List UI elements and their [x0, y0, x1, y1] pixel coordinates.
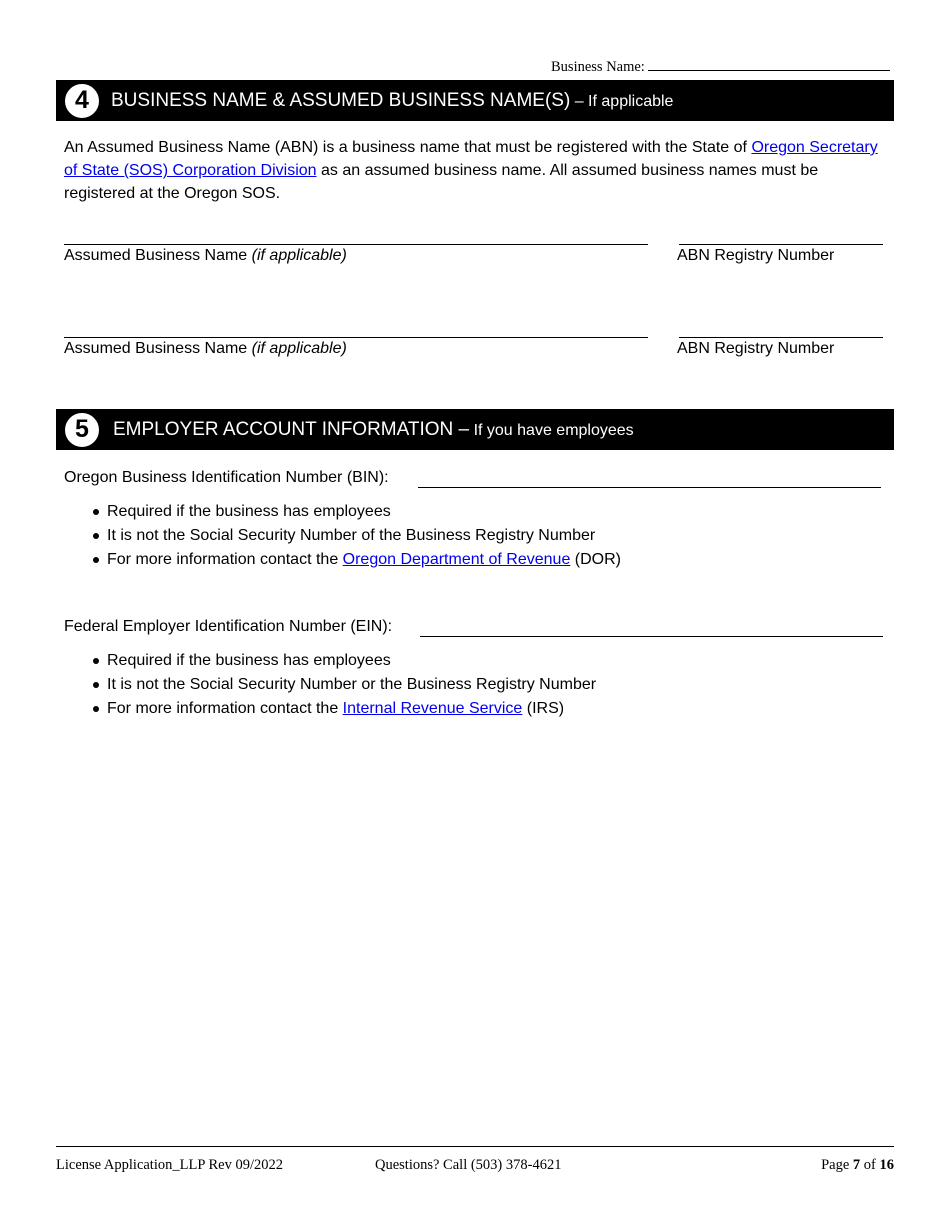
list-item: It is not the Social Security Number or the Business Registry Number	[93, 673, 596, 697]
section-4-title-text: BUSINESS NAME & ASSUMED BUSINESS NAME(S)	[111, 89, 571, 111]
ein-contact-text: For more information contact the	[107, 700, 343, 717]
ein-label: Federal Employer Identification Number (EIN):	[64, 618, 393, 635]
business-name-header	[551, 56, 890, 76]
abn-registry-line-2[interactable]	[679, 336, 883, 338]
abn-registry-label-1: ABN Registry Number	[677, 247, 835, 264]
abn-name-text-2: Assumed Business Name	[64, 340, 252, 357]
section-5-title-text: EMPLOYER ACCOUNT INFORMATION –	[113, 418, 470, 440]
section-4-number: 4	[63, 82, 101, 120]
list-item	[93, 697, 596, 721]
ein-contact-suffix: (IRS)	[522, 700, 565, 717]
bin-contact-text: For more information contact the	[107, 551, 343, 568]
list-item: It is not the Social Security Number of the Business Registry Number	[93, 524, 621, 548]
abn-name-hint-1: (if applicable)	[251, 247, 347, 264]
abn-name-text-1: Assumed Business Name	[64, 247, 252, 264]
business-name-label: Business Name:	[551, 59, 645, 75]
list-item: Required if the business has employees	[93, 500, 621, 524]
section-4-subtitle: – If applicable	[570, 92, 674, 110]
section-5-header	[56, 409, 894, 450]
irs-link[interactable]: Internal Revenue Service	[342, 700, 523, 717]
footer-questions: Questions? Call (503) 378-4621	[375, 1157, 562, 1173]
bin-notes-list	[93, 500, 621, 572]
section-5-title	[113, 419, 634, 441]
abn-name-line-1[interactable]	[64, 243, 648, 245]
business-name-line[interactable]	[648, 56, 890, 71]
abn-intro-text-end: as an assumed business name. All assumed business names must be registered at the Oregon SOS.	[64, 162, 819, 202]
page-current: 7	[852, 1157, 861, 1173]
ein-input-line[interactable]	[420, 635, 883, 637]
bin-label: Oregon Business Identification Number (BIN):	[64, 469, 389, 486]
section-5-subtitle: If you have employees	[469, 421, 634, 439]
abn-name-label-1	[64, 247, 347, 265]
oregon-dor-link[interactable]: Oregon Department of Revenue	[342, 551, 571, 568]
abn-intro-text: An Assumed Business Name (ABN) is a business name that must be registered with the State of	[64, 139, 752, 156]
oregon-sos-link[interactable]: Oregon Secretary of State (SOS) Corporation Division	[64, 139, 878, 179]
bin-input-line[interactable]	[418, 486, 881, 488]
footer-divider	[56, 1146, 894, 1147]
page-of: of	[860, 1157, 880, 1173]
abn-name-hint-2: (if applicable)	[251, 340, 347, 357]
abn-registry-line-1[interactable]	[679, 243, 883, 245]
abn-name-line-2[interactable]	[64, 336, 648, 338]
ein-notes-list	[93, 649, 596, 721]
page-total: 16	[879, 1157, 894, 1173]
list-item	[93, 548, 621, 572]
bin-contact-suffix: (DOR)	[570, 551, 621, 568]
page-prefix: Page	[821, 1157, 853, 1173]
abn-registry-label-2: ABN Registry Number	[677, 340, 835, 357]
section-4-header	[56, 80, 894, 121]
list-item: Required if the business has employees	[93, 649, 596, 673]
abn-name-label-2	[64, 340, 347, 358]
section-5-number: 5	[63, 411, 101, 449]
footer-page-number	[821, 1157, 894, 1174]
footer-form-id: License Application_LLP Rev 09/2022	[56, 1157, 283, 1173]
abn-intro-paragraph	[64, 136, 884, 205]
section-4-title	[111, 90, 673, 112]
